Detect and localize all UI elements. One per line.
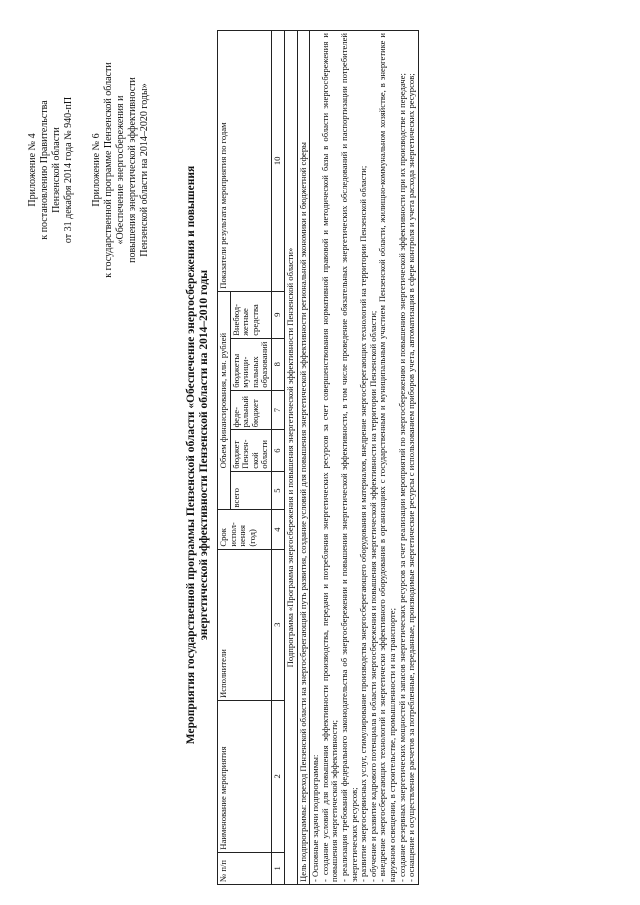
column-number: 10	[271, 31, 284, 292]
column-number: 6	[271, 430, 284, 471]
header-regional-budget: бюджет Пензен- ской области	[230, 430, 271, 471]
appendix-6-line: к государственной программе Пензенской области	[103, 62, 114, 278]
appendix-4-line: к постановлению Правительства	[39, 100, 50, 240]
title-line: энергетической эффективности Пензенской области на 2014–2010 годы	[198, 269, 210, 641]
subprogram-tasks	[310, 31, 419, 885]
appendix-6-line: повышения энергетической эффективности	[127, 77, 138, 263]
column-number-row	[271, 31, 284, 885]
task-item: - развитие энергосервисных услуг, стимулирование производства энергосберегающего оборудования и материалов, внедрение энергосберегающих технологий на территории Пензенской области;	[358, 165, 369, 882]
subprogram-goal: Цель подпрограммы: переход Пензенской области на энергосберегающий путь развития, создание условий для повышения энергетической эффективности региональной экономики и бюджетной сферы	[297, 31, 310, 885]
appendix-4-line: Приложение № 4	[27, 133, 38, 207]
tasks-row	[310, 31, 419, 885]
appendix-4-line: Пензенской области	[51, 127, 62, 213]
column-number: 2	[271, 700, 284, 852]
header-financing: Объем финансирования, млн. рублей	[218, 291, 231, 510]
header-municipal-budget: бюджеты муници- пальных образований	[230, 338, 271, 390]
header-name: Наименование мероприятия	[218, 700, 272, 852]
header-federal-budget: феде- ральный бюджет	[230, 390, 271, 430]
task-item: - Основные задачи подпрограммы:	[310, 754, 321, 882]
subprogram-row	[284, 31, 297, 885]
column-number: 8	[271, 338, 284, 390]
column-number: 7	[271, 390, 284, 430]
rotated-landscape-page	[15, 15, 625, 895]
header-result: Показатели результата мероприятия по годам	[218, 31, 272, 292]
column-number: 5	[271, 471, 284, 510]
column-number: 1	[271, 852, 284, 884]
header-num: № п/п	[218, 852, 272, 884]
task-item: - обучение и развитие кадрового потенциала в области энергосбережения и повышения энергетической эффективности на территории Пензенской области;	[367, 310, 378, 882]
task-item: - оснащение и осуществление расчетов за потребленные, переданные, производимые энергетические ресурсы с использованием приборов учета, автоматизация в сфере контроля и учета расхода энергетических ресурсов;	[406, 73, 417, 882]
task-item: - создание условий для повышения эффективности производства, передачи и потребления энергетических ресурсов за счет совершенствования нормативной правовой и методической базы в области энергосбережения и повышения энергетической эффективности;	[319, 33, 340, 882]
appendix-4-line: от 31 декабря 2014 года № 940-пП	[63, 96, 74, 244]
column-number: 4	[271, 510, 284, 549]
header-extrabudgetary: Внебюд- жетные средства	[230, 291, 271, 338]
title-line: Мероприятия государственной программы Пензенской области «Обеспечение энергосбережения и повышения	[185, 165, 197, 745]
header-executors: Исполнители	[218, 549, 272, 700]
table-header-row	[218, 31, 231, 885]
appendix-6-line: Приложение № 6	[91, 133, 102, 207]
column-number: 3	[271, 549, 284, 700]
column-number: 9	[271, 291, 284, 338]
appendix-header	[27, 35, 151, 305]
document-title	[185, 15, 211, 895]
measures-table	[217, 30, 419, 885]
subprogram-title: Подпрограмма «Программа энергосбережения и повышения энергетической эффективности Пензенской области»	[284, 31, 297, 885]
header-total: всего	[230, 471, 271, 510]
appendix-6-line: «Обеспечение энергосбережения и	[115, 95, 126, 245]
task-item: - реализация требований федерального законодательства об энергосбережении и повышении энергетической эффективности, в том числе проведение обязательных энергетических обследований и паспортизации потребителей энергетических ресурсов;	[338, 33, 359, 882]
task-item: - создание резервных энергетических мощностей и запасов энергетических ресурсов за счет реализации мероприятий по энергосбережению и повышению энергетической эффективности при их производстве и передаче;	[396, 73, 407, 882]
task-item: - внедрение энергосберегающих технологий и энергетически эффективного оборудования в организациях с государственным и муниципальным участием Пензенской области, жилищно-коммунальном хозяйстве, в энергетике и наружном освещении, в строительстве, промышленности и на транспорте;	[377, 33, 397, 882]
appendix-6-line: Пензенской области на 2014–2020 годы»	[139, 83, 150, 257]
goal-row	[297, 31, 310, 885]
header-term: Срок испол- нения (год)	[218, 510, 272, 549]
